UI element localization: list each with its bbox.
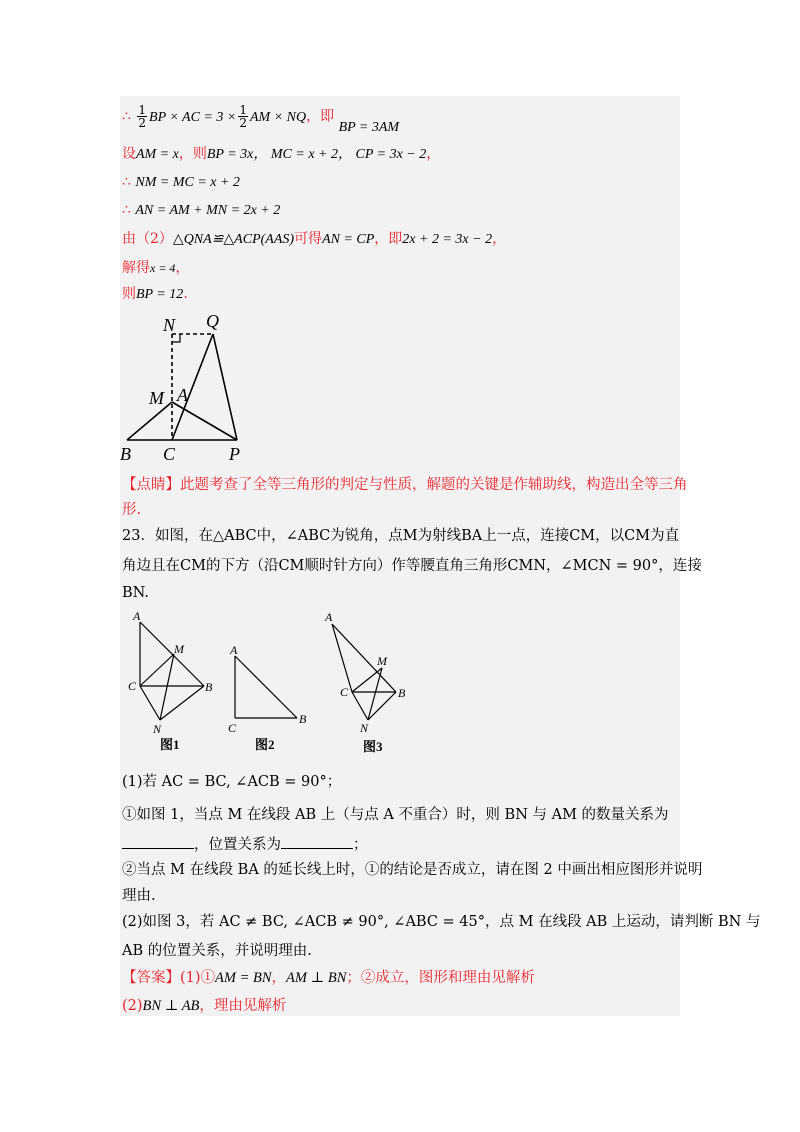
caption-figure-3: 图3 <box>363 739 383 754</box>
figure-1 <box>140 622 204 720</box>
svg-text:B: B <box>299 712 307 726</box>
label-a: A <box>177 385 188 405</box>
answer-blank-quantity[interactable] <box>122 834 194 849</box>
therefore-symbol: ∴ <box>122 108 131 125</box>
equation-part: AM × NQ <box>250 109 307 125</box>
svg-text:A: A <box>325 610 333 624</box>
tip-line-2: 形. <box>122 502 142 518</box>
svg-text:B: B <box>398 686 406 700</box>
label-p: P <box>229 444 240 464</box>
answer-blank-position[interactable] <box>281 834 353 849</box>
problem-line-3: BN. <box>122 585 150 601</box>
segment-qp <box>213 334 237 440</box>
problem-line-1: 23．如图，在△ABC中，∠ABC为锐角，点M为射线BA上一点，连接CM，以CM为直 <box>122 528 680 544</box>
problem-line-2: 角边且在CM的下方（沿CM顺时针方向）作等腰直角三角形CMN，∠MCN = 90°，连接 <box>122 558 702 574</box>
equation-result: BP = 3AM <box>338 119 400 135</box>
geometry-figure-solution <box>115 308 255 466</box>
fraction-half: $\frac{1}{2}$ <box>138 103 147 130</box>
caption-figure-1: 图1 <box>160 737 180 752</box>
caption-figure-2: 图2 <box>255 737 275 752</box>
solution-line-6: 解得x = 4， <box>122 260 190 276</box>
svg-text:A: A <box>230 643 238 657</box>
equation-part: BP × AC = 3 × <box>149 109 237 125</box>
segment-mp <box>172 402 237 440</box>
label-m: M <box>149 388 164 408</box>
solution-line-1 <box>122 103 400 135</box>
solution-line-3: ∴ NM = MC = x + 2 <box>122 174 240 190</box>
svg-text:C: C <box>228 721 237 735</box>
question-1-2-cont: 理由. <box>122 888 156 904</box>
svg-text:A: A <box>133 609 141 623</box>
label-c: C <box>163 444 176 464</box>
label-b: B <box>120 444 131 464</box>
question-2: (2)如图 3，若 AC ≠ BC, ∠ACB ≠ 90°, ∠ABC = 45°，点 M 在线段 AB 上运动，请判断 BN 与 <box>122 914 761 930</box>
answer-line-2: (2)BN ⊥ AB，理由见解析 <box>122 998 287 1014</box>
solution-line-2: 设AM = x，则BP = 3x， MC = x + 2， CP = 3x − 2， <box>122 146 441 162</box>
figure-3 <box>332 624 396 720</box>
svg-text:B: B <box>205 680 213 694</box>
question-1-1: ①如图 1，当点 M 在线段 AB 上（与点 A 不重合）时，则 BN 与 AM 的数量关系为 <box>122 807 669 823</box>
svg-text:N: N <box>360 721 369 735</box>
tip-line-1: 【点睛】此题考查了全等三角形的判定与性质，解题的关键是作辅助线，构造出全等三角 <box>122 477 688 493</box>
solution-line-7: 则BP = 12. <box>122 286 188 302</box>
question-1: (1)若 AC = BC, ∠ACB = 90°； <box>122 774 342 790</box>
figure-2 <box>235 656 297 718</box>
question-1-2: ②当点 M 在线段 BA 的延长线上时，①的结论是否成立，请在图 2 中画出相应图形并说明 <box>122 862 703 878</box>
right-angle-mark <box>172 334 180 342</box>
solution-line-5: 由（2）△QNA≌△ACP(AAS)可得AN = CP，即2x + 2 = 3x − 2， <box>122 231 507 247</box>
question-1-1-blanks: ，位置关系为 ； <box>122 834 368 855</box>
question-2-cont: AB 的位置关系，并说明理由. <box>122 943 312 959</box>
svg-text:N: N <box>153 722 162 736</box>
label-q: Q <box>206 311 219 331</box>
svg-text:M: M <box>377 654 387 668</box>
svg-text:C: C <box>128 679 137 693</box>
solution-line-4: ∴ AN = AM + MN = 2x + 2 <box>122 202 281 218</box>
problem-figures <box>120 606 420 756</box>
fraction-half: $\frac{1}{2}$ <box>239 103 247 130</box>
svg-text:C: C <box>340 685 349 699</box>
connector-text: ，即 <box>306 108 335 125</box>
label-n: N <box>163 315 176 335</box>
answer-line-1: 【答案】(1)①AM = BN，AM ⊥ BN；②成立，图形和理由见解析 <box>122 970 535 986</box>
svg-text:M: M <box>174 642 184 656</box>
